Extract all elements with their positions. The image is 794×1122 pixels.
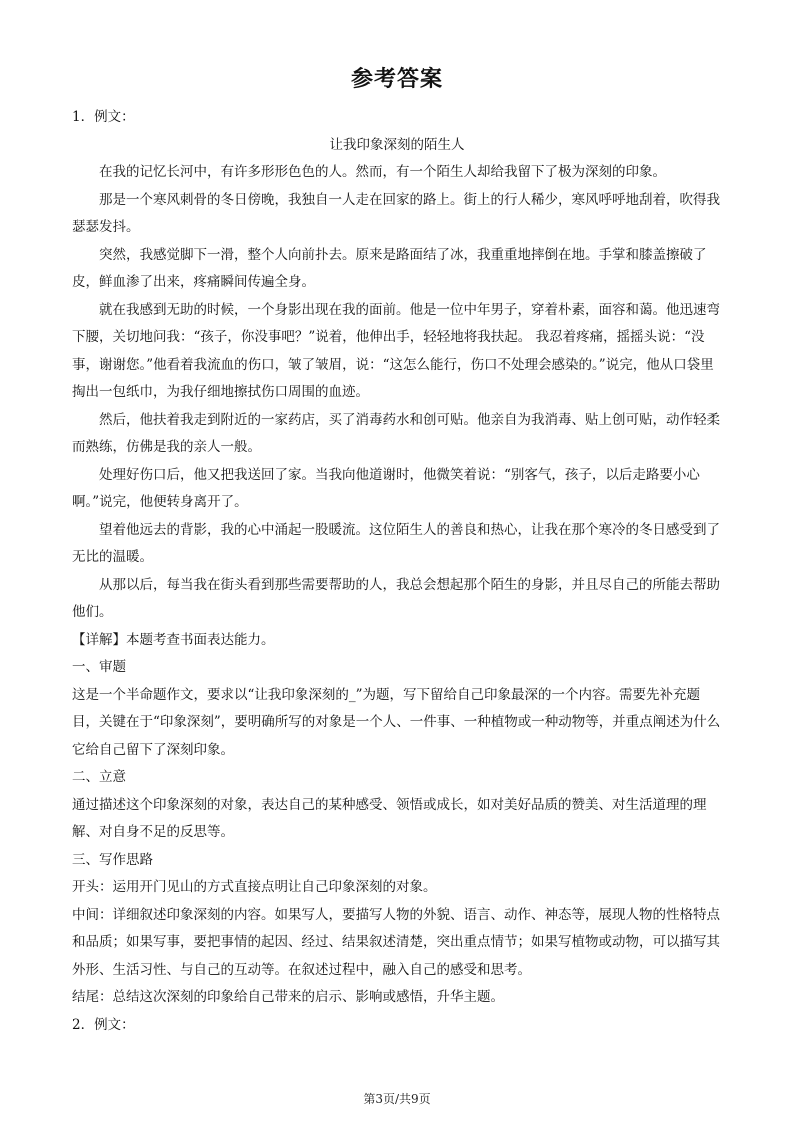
- question-1-label: 1．例文：: [72, 109, 135, 125]
- section-heading: 二、立意: [72, 769, 126, 785]
- essay-paragraph: 就在我感到无助的时候，一个身影出现在我的面前。他是一位中年男子，穿着朴素，面容和蔼。他迅速弯下腰，关切地问我：“孩子，你没事吧？”说着，他伸出手，轻轻地将我扶起。 我忍着疼痛，摇摇头说：“没事，谢谢您。”他看着我流血的伤口，皱了皱眉，说：“这怎么能行，伤口不处理会感染的。”说完，他从口袋里掏出一包纸巾，为我仔细地擦拭伤口周围的血迹。: [72, 301, 720, 400]
- essay-paragraph: 望着他远去的背影，我的心中涌起一股暖流。这位陌生人的善良和热心，让我在那个寒冷的冬日感受到了无比的温暖。: [72, 521, 720, 565]
- section-text: 通过描述这个印象深刻的对象，表达自己的某种感受、领悟或成长，如对美好品质的赞美、对生活道理的理解、对自身不足的反思等。: [72, 796, 707, 840]
- detail-explanation: 【详解】本题考查书面表达能力。: [72, 631, 275, 648]
- page-title: 参考答案: [350, 67, 443, 92]
- question-2-label: 2．例文：: [72, 1016, 135, 1033]
- section-text: 结尾：总结这次深刻的印象给自己带来的启示、影响或感悟，升华主题。: [72, 989, 504, 1005]
- essay-paragraph: 在我的记忆长河中，有许多形形色色的人。然而，有一个陌生人却给我留下了极为深刻的印象。: [99, 164, 666, 180]
- section-heading: 一、审题: [72, 659, 126, 675]
- essay-paragraph: 处理好伤口后，他又把我送回了家。当我向他道谢时，他微笑着说：“别客气，孩子，以后走路要小心啊。”说完，他便转身离开了。: [72, 466, 700, 510]
- essay-title: 让我印象深刻的陌生人: [329, 136, 465, 153]
- answer-content: [72, 104, 722, 1039]
- section-heading: 三、写作思路: [72, 851, 153, 868]
- page-footer: 第3页/共9页: [363, 1092, 431, 1106]
- section-text: 开头：运用开门见山的方式直接点明让自己印象深刻的对象。: [72, 879, 437, 895]
- essay-paragraph: 那是一个寒风刺骨的冬日傍晚，我独自一人走在回家的路上。街上的行人稀少，寒风呼呼地刮着，吹得我瑟瑟发抖。: [72, 191, 720, 235]
- essay-paragraph: 然后，他扶着我走到附近的一家药店，买了消毒药水和创可贴。他亲自为我消毒、贴上创可贴，动作轻柔而熟练，仿佛是我的亲人一般。: [72, 411, 720, 455]
- essay-paragraph: 突然，我感觉脚下一滑，整个人向前扑去。原来是路面结了冰，我重重地摔倒在地。手掌和膝盖擦破了皮，鲜血渗了出来，疼痛瞬间传遍全身。: [72, 246, 707, 290]
- essay-paragraph: 从那以后，每当我在街头看到那些需要帮助的人，我总会想起那个陌生的身影，并且尽自己的所能去帮助他们。: [72, 576, 720, 620]
- section-text: 中间：详细叙述印象深刻的内容。如果写人，要描写人物的外貌、语言、动作、神态等，展现人物的性格特点和品质；如果写事，要把事情的起因、经过、结果叙述清楚，突出重点情节；如果写植物或动物，可以描写其外形、生活习性、与自己的互动等。在叙述过程中，融入自己的感受和思考。: [72, 906, 720, 978]
- section-text: 这是一个半命题作文，要求以“让我印象深刻的_”为题，写下留给自己印象最深的一个内容。需要先补充题目，关键在于“印象深刻”，要明确所写的对象是一个人、一件事、一种植物或一种动物等，并重点阐述为什么它给自己留下了深刻印象。: [72, 686, 721, 758]
